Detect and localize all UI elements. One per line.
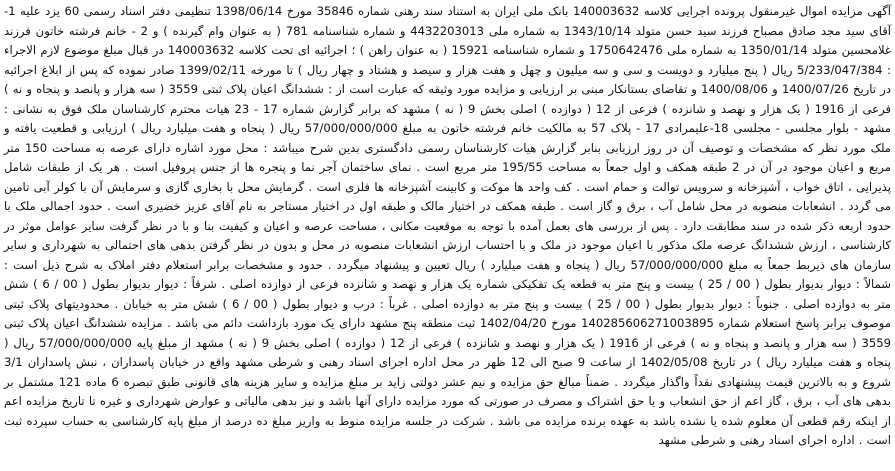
auction-notice-text: آگهی مزایده اموال غیرمنقول پرونده اجرایی کلاسه 140003632 بانک ملی ایران به استناد سند رهنی شماره 35846 مورخ 1398/06/14 تنظیمی دفتر اسناد رسمی 60 یزد علیه 1- آقای سید مجد صادق مصباح فرزند سید حسن متولد 1343/10/14 به شماره ملی 4432203013 و شماره شناسنامه 781 ( به عنوان وام گیرنده ) و 2 - خانم فرشته خاتون فرزند غلامحسین متولد 1350/01/14 به شماره ملی 1750642476 و شماره شناسنامه 15921 ( به عنوان راهن ) ؛ اجرائیه ای تحت کلاسه 140003632 در قبال مبلغ موضوع لازم الاجراء : 5/233/047/384 ریال ( پنج میلیارد و دویست و سی و سه میلیون و چهل و هفت هزار و سیصد و هشتاد و چهار ریال ) تا مورخه 1399/02/11 صادر نموده که پس از ابلاغ اجرائیه در تاریخ 1400/07/26 و 1400/08/06 و تقاضای بستانکار مبنی بر ارزیابی و مزایده مورد وثیقه که عبارت است از : ششدانگ اعیان پلاک ثبتی 3559 ( سه هزار و پانصد و پنجاه و نه ) فرعی از 1916 ( یک هزار و نهصد و شانزده ) فرعی از 12 ( دوازده ) اصلی بخش 9 ( نه ) مشهد که برابر گزارش شماره 17 - 23 هیات محترم کارشناسان ملک فوق به نشانی : مشهد - بلوار مجلسی - مجلسی 18-علیمرادی 17 - پلاک 57 به مالکیت خانم فرشته خاتون به مبلغ 57/000/000/000 ریال ( پنجاه و هفت میلیارد ریال ) ارزیابی و قطعیت یافته و ملک مورد نظر که مشخصات و توصیف آن در روز ارزیابی بنابر گزارش هیات کارشناسان رسمی دادگستری بدین شرح میباشد : محل مورد اشاره دارای عرصه به مساحت 150 متر مربع و اعیان موجود در آن در 2 طبقه همکف و اول جمعاً به مساحت 195/55 متر مربع است . نمای ساختمان آجر نما و پنجره ها از جنس پروفیل است . هر یک از طبقات شامل پذیرایی ، اتاق خواب ، آشپزخانه و سرویس توالت و حمام است . کف واحد ها موکت و کابینت آشپزخانه ها فلزی است . گرمایش محل با بخاری گازی و سرمایش آن با کولر آبی تامین می گردد . انشعابات منصوبه در محل شامل آب ، برق و گاز است . طبقه همکف در اختیار مالک و طبقه اول در اختیار مستاجر به نام آقای عزیز خضیری است . حدود اجمالی ملک با حدود اربعه ذکر شده در سند مطابقت دارد . پس از بررسی های بعمل آمده با توجه به موقعیت مکانی ، مساحت عرصه و اعیان و کیفیت بنا و با در نظر گرفت سایر عوامل موثر در کارشناسی ، ارزش ششدانگ عرصه ملک مذکور با اعیان موجود در ملک و با احتساب ارزش انشعابات منصوبه در محل و بدون در نظر گرفتن بدهی های احتمالی به شهرداری و سایر سازمان های ذیربط جمعاً به مبلغ 57/000/000/000 ریال ( پنجاه و هفت میلیارد ) ریال تعیین و پیشنهاد میگردد . حدود و مشخصات برابر استعلام دفتر املاک به شرح ذیل است : شمالاً : دیوار بدیوار بطول ( 00 / 25 ) بیست و پنج متر به قطعه یک تفکیکی شماره یک هزار و نهصد و شانزده فرعی از دوازده اصلی . شرقاً : دیوار بدیوار بطول ( 00 / 6 ) شش متر به دوازده اصلی . جنوباً : دیوار بدیوار بطول ( 00 / 25 ) بیست و پنج متر به دوازده اصلی . غرباً : درب و دیوار بطول ( 00 / 6 ) شش متر به خیابان . محدودیتهای پلاک ثبتی موصوف برابر پاسخ استعلام شماره 140285606271003895 مورخ 1402/04/20 ثبت منطقه پنج مشهد دارای یک مورد بازداشت دائم می باشد . مزایده ششدانگ اعیان پلاک ثبتی 3559 ( سه هزار و پانصد و پنجاه و نه ) فرعی از 1916 ( یک هزار و نهصد و شانزده ) فرعی از 12 ( دوازده ) اصلی بخش 9 ( نه ) مشهد از مبلغ پایه 57/000/000/000 ریال ( پنجاه و هفت میلیارد ریال ) در تاریخ 1402/05/08 از ساعت 9 صبح الی 12 ظهر در محل اداره اجرای اسناد رهنی و شرطی مشهد واقع در خیابان پاسداران ، نبش پاسداران 3/1 شروع و به بالاترین قیمت پیشنهادی نقداً واگذار میگردد . ضمناً مبالغ حق مزایده و نیم عشر دولتی زاید بر مبلغ مزایده و سایر هزینه های قانونی طبق تبصره 6 ماده 121 مشتمل بر بدهی های آب ، برق ، گاز اعم از حق انشعاب و یا حق اشتراک و مصرف در صورتی که مورد مزایده دارای آنها باشد و نیز بدهی مالیاتی و عوارض شهرداری و غیره تا تاریخ مزایده اعم از اینکه رقم قطعی آن معلوم شده یا نشده باشد به عهده برنده مزایده می باشد . شرکت در جلسه مزایده منوط به واریز مبلغ ده درصد از مبلغ پایه کارشناسی به حساب سپرده ثبت است . اداره اجرای اسناد رهنی و شرطی مشهد (4, 4, 892, 447)
